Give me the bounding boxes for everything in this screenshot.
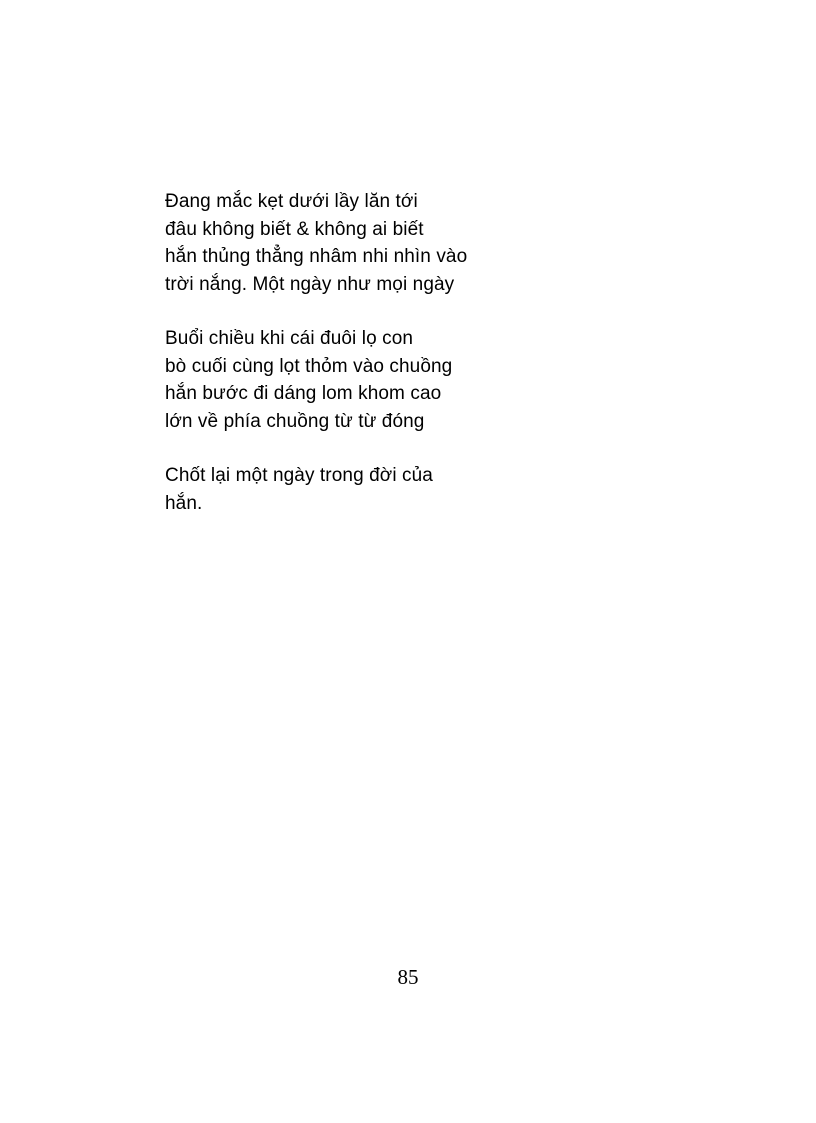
- poem-line: đâu không biết & không ai biết: [165, 218, 424, 240]
- poem-line: trời nắng. Một ngày như mọi ngày: [165, 273, 455, 295]
- poem-line: hắn bước đi dáng lom khom cao: [165, 383, 442, 404]
- stanza-2: [165, 325, 585, 435]
- poem-body: [165, 188, 585, 544]
- poem-line: Đang mắc kẹt dưới lầy lăn tới: [165, 191, 418, 212]
- poem-line: hắn thủng thẳng nhâm nhi nhìn vào: [165, 246, 468, 267]
- poem-line: lớn về phía chuồng từ từ đóng: [165, 410, 425, 432]
- stanza-1: [165, 188, 585, 298]
- poem-line: Buổi chiều khi cái đuôi lọ con: [165, 328, 414, 349]
- poem-line: bò cuối cùng lọt thỏm vào chuồng: [165, 355, 453, 377]
- page-number: 85: [397, 965, 419, 989]
- poem-line: hắn.: [165, 492, 203, 514]
- stanza-3: [165, 462, 585, 517]
- poem-line: Chốt lại một ngày trong đời của: [165, 465, 433, 486]
